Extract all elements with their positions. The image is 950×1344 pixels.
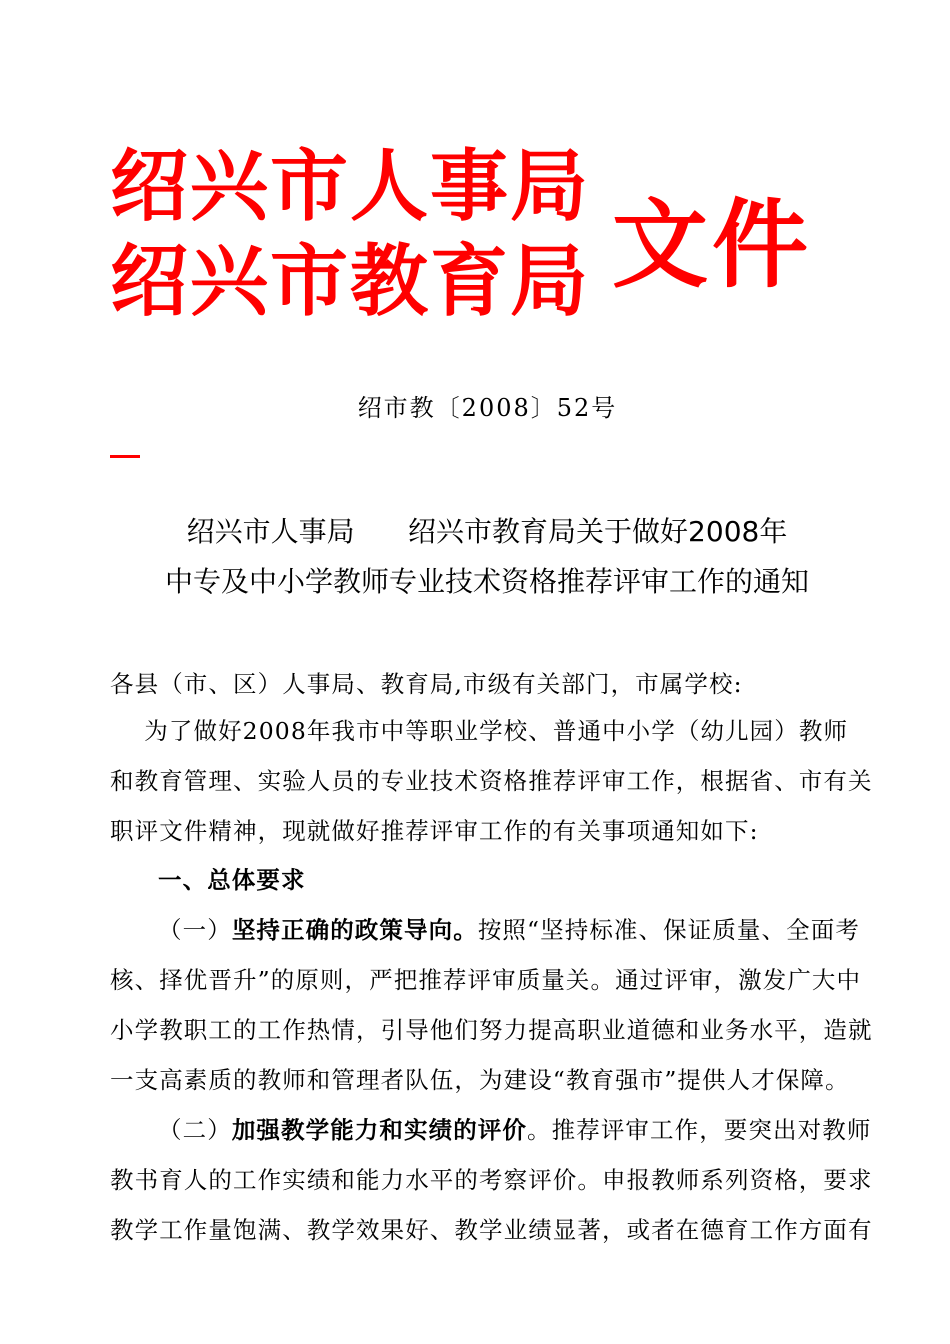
issuer-line-1: 绍兴市人事局 [110, 142, 591, 232]
item1-prefix: （一） [158, 916, 232, 944]
document-number: 绍市教〔2008〕52号 [357, 394, 618, 422]
item1-line-2: 核、择优晋升”的原则，严把推荐评审质量关。通过评审，激发广大中 [110, 966, 862, 994]
notice-title-line-1: 绍兴市人事局 绍兴市教育局关于做好2008年 [186, 515, 788, 548]
item2-bold-heading: 加强教学能力和实绩的评价 [231, 1116, 528, 1144]
intro-line-3: 职评文件精神，现就做好推荐评审工作的有关事项通知如下: [110, 817, 759, 845]
item1-bold-heading: 坚持正确的政策导向。 [231, 916, 478, 944]
item2-line-1: 。推荐评审工作，要突出对教师 [527, 1116, 872, 1144]
section-heading-1: 一、总体要求 [158, 866, 306, 894]
item2-line-3: 教学工作量饱满、教学效果好、教学业绩显著，或者在德育工作方面有 [110, 1216, 873, 1244]
issuer-line-2: 绍兴市教育局 [110, 237, 591, 327]
item1-line-1: 按照“坚持标准、保证质量、全面考 [477, 916, 860, 944]
intro-line-2: 和教育管理、实验人员的专业技术资格推荐评审工作，根据省、市有关 [110, 767, 873, 795]
salutation: 各县（市、区）人事局、教育局,市级有关部门，市属学校: [110, 670, 743, 698]
item2-prefix: （二） [158, 1116, 232, 1144]
item2-first-line [158, 1115, 871, 1145]
intro-line-1: 为了做好2008年我市中等职业学校、普通中小学（幼儿园）教师 [110, 717, 849, 745]
item1-line-4: 一支高素质的教师和管理者队伍，为建设“教育强市”提供人才保障。 [110, 1066, 850, 1094]
notice-title-line-2: 中专及中小学教师专业技术资格推荐评审工作的通知 [164, 565, 809, 598]
document-label: 文件 [612, 189, 812, 301]
item1-first-line [158, 915, 860, 945]
red-separator-line [110, 455, 140, 458]
item2-line-2: 教书育人的工作实绩和能力水平的考察评价。申报教师系列资格，要求 [110, 1166, 873, 1194]
item1-line-3: 小学教职工的工作热情，引导他们努力提高职业道德和业务水平，造就 [110, 1016, 873, 1044]
